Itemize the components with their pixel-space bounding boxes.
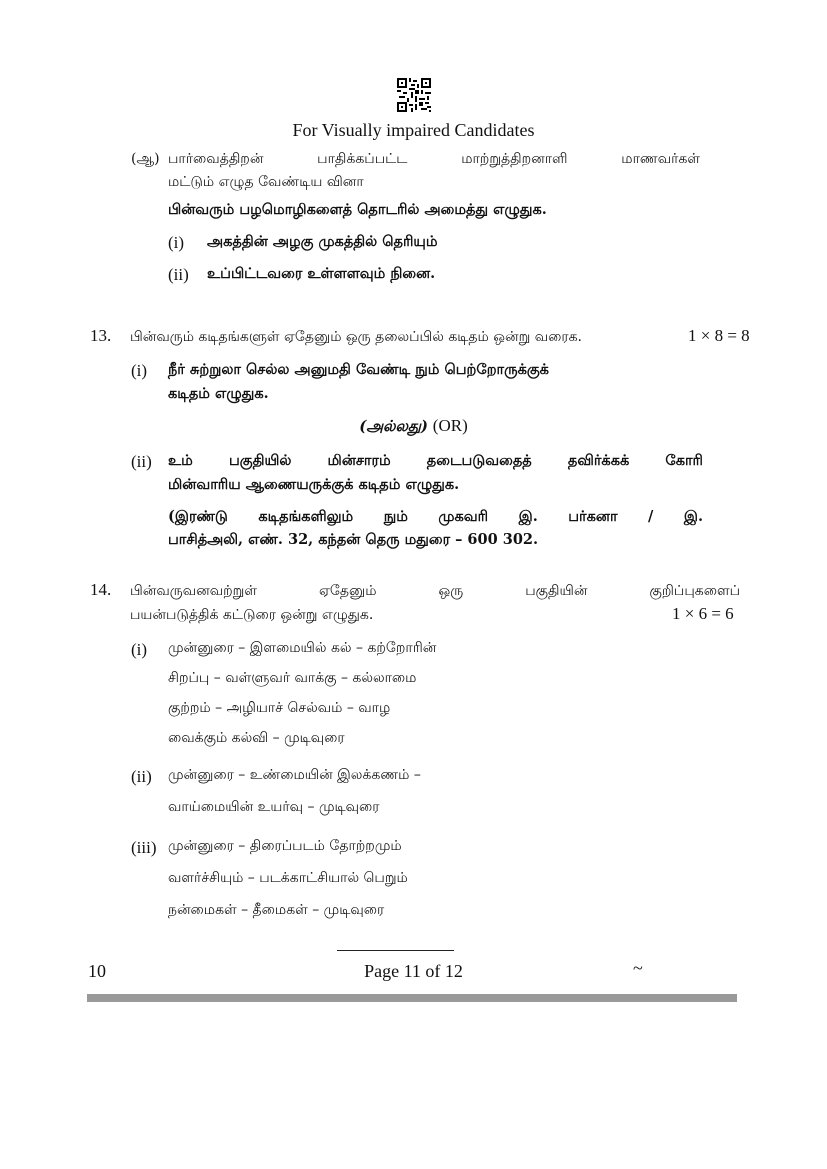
question-marks: 1 × 8 = 8 xyxy=(688,326,750,345)
proverb-text: அகத்தின் அழகு முகத்தில் தெரியும் xyxy=(207,233,438,250)
address-note-line1: (இரண்டு கடிதங்களிலும் நும் முகவரி இ. பர்கனா / இ. xyxy=(168,508,703,525)
qr-code-icon xyxy=(397,78,431,112)
hint-line: நன்மைகள் – தீமைகள் – முடிவுரை xyxy=(168,902,385,918)
footer-divider xyxy=(337,950,454,951)
hint-line: குற்றம் – அழியாச் செல்வம் – வாழ xyxy=(168,700,391,716)
option-text-line1: உம் பகுதியில் மின்சாரம் தடைபடுவதைத் தவிர்க்கக் கோரி xyxy=(168,452,703,469)
hint-line: வளர்ச்சியும் – படக்காட்சியால் பெறும் xyxy=(168,870,408,886)
or-english: (OR) xyxy=(432,416,468,435)
question-marks: 1 × 6 = 6 xyxy=(672,604,734,623)
proverb-label: (ii) xyxy=(168,265,189,284)
hint-line: வாய்மையின் உயர்வு – முடிவுரை xyxy=(168,799,380,815)
footer-tilde: ~ xyxy=(633,958,643,978)
or-separator xyxy=(0,416,827,437)
option-label: (ii) xyxy=(131,767,152,786)
option-label: (ii) xyxy=(131,452,152,471)
page-number: Page 11 of 12 xyxy=(364,961,463,981)
page-header-title: For Visually impaired Candidates xyxy=(292,120,535,140)
section-label: (ஆ) xyxy=(131,151,160,167)
proverb-text: உப்பிட்டவரை உள்ளளவும் நினை. xyxy=(207,265,436,282)
hint-line: வைக்கும் கல்வி – முடிவுரை xyxy=(168,730,345,746)
option-label: (i) xyxy=(131,361,148,380)
question-prompt-line1: பின்வருவனவற்றுள் ஏதேனும் ஒரு பகுதியின் குறிப்புகளைப் xyxy=(130,583,740,599)
or-tamil: (அல்லது) xyxy=(359,417,429,435)
hint-line: சிறப்பு – வள்ளுவர் வாக்கு – கல்லாமை xyxy=(168,670,417,686)
option-label: (i) xyxy=(131,640,148,659)
question-prompt: பின்வரும் கடிதங்களுள் ஏதேனும் ஒரு தலைப்பில் கடிதம் ஒன்று வரைக. xyxy=(130,329,583,345)
address-note-line2: பாசித்அலி, எண். 32, கந்தன் தெரு மதுரை – 600 302. xyxy=(168,531,539,548)
proverb-label: (i) xyxy=(168,233,185,252)
option-label: (iii) xyxy=(131,838,157,857)
option-text-line2: மின்வாரிய ஆணையருக்குக் கடிதம் எழுதுக. xyxy=(168,476,460,493)
hint-line: முன்னுரை – திரைப்படம் தோற்றமும் xyxy=(168,838,402,854)
section-instruction: பின்வரும் பழமொழிகளைத் தொடரில் அமைத்து எழுதுக. xyxy=(168,201,547,218)
option-text-line1: நீர் சுற்றுலா செல்ல அனுமதி வேண்டி நும் பெற்றோருக்குக் xyxy=(168,361,549,378)
question-number: 14. xyxy=(90,580,112,599)
question-number: 13. xyxy=(90,326,112,345)
section-heading-line1: பார்வைத்திறன் பாதிக்கப்பட்ட மாற்றுத்திறனாளி மாணவர்கள் xyxy=(168,151,700,167)
question-prompt-line2: பயன்படுத்திக் கட்டுரை ஒன்று எழுதுக. xyxy=(130,607,374,623)
option-text-line2: கடிதம் எழுதுக. xyxy=(168,385,269,402)
footer-number: 10 xyxy=(88,961,106,981)
hint-line: முன்னுரை – இளமையில் கல் – கற்றோரின் xyxy=(168,640,437,656)
bottom-bar xyxy=(87,994,737,1002)
hint-line: முன்னுரை – உண்மையின் இலக்கணம் – xyxy=(168,767,421,783)
section-heading-line2: மட்டும் எழுத வேண்டிய வினா xyxy=(168,174,364,190)
